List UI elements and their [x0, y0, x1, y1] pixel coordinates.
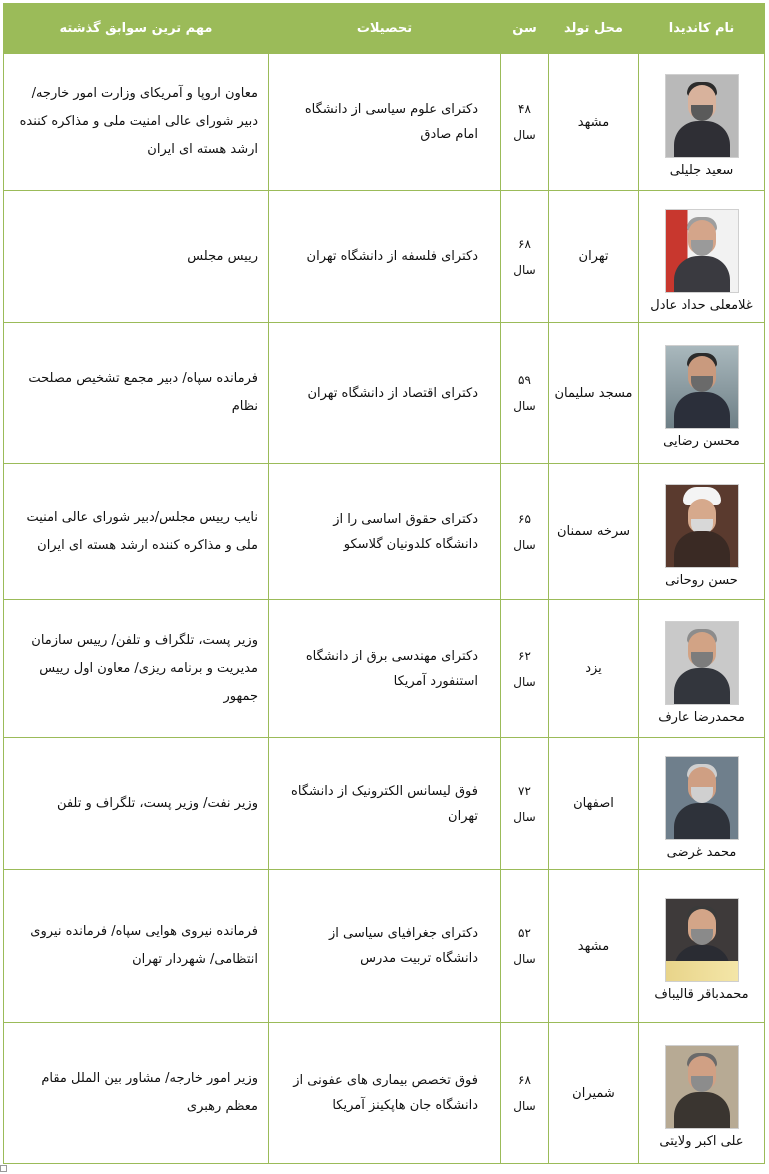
age-cell: [501, 54, 549, 191]
education-cell: دکترای مهندسی برق از دانشگاه استنفورد آمریکا: [269, 600, 501, 738]
age-cell: [501, 738, 549, 870]
birthplace-cell: سرخه سمنان: [549, 464, 639, 600]
table-header-row: [4, 4, 765, 54]
career-cell: رییس مجلس: [4, 191, 269, 323]
age-cell: [501, 870, 549, 1023]
name-cell: [639, 870, 765, 1023]
portrait-icon: [665, 756, 739, 840]
candidate-name: علی اکبر ولایتی: [659, 1134, 744, 1149]
portrait-icon: [665, 74, 739, 158]
corner-marker: [0, 1165, 7, 1172]
education-cell: دکترای حقوق اساسی را از دانشگاه کلدونیان گلاسکو: [269, 464, 501, 600]
table-row: [4, 1023, 765, 1164]
career-cell: وزیر نفت/ وزیر پست، تلگراف و تلفن: [4, 738, 269, 870]
birthplace-cell: اصفهان: [549, 738, 639, 870]
education-cell: دکترای اقتصاد از دانشگاه تهران: [269, 323, 501, 464]
candidate-name: محسن رضایی: [663, 434, 740, 449]
age-cell: [501, 600, 549, 738]
header-career: مهم ترین سوابق گذشته: [4, 4, 269, 54]
education-cell: دکترای علوم سیاسی از دانشگاه امام صادق: [269, 54, 501, 191]
age-unit: سال: [513, 952, 536, 966]
birthplace-cell: مشهد: [549, 870, 639, 1023]
age-unit: سال: [513, 128, 536, 142]
table-row: [4, 54, 765, 191]
table-row: [4, 870, 765, 1023]
header-birthplace: محل تولد: [549, 4, 639, 54]
name-cell: [639, 323, 765, 464]
career-cell: وزیر امور خارجه/ مشاور بین الملل مقام معظم رهبری: [4, 1023, 269, 1164]
age-unit: سال: [513, 1099, 536, 1113]
candidate-name: غلامعلی حداد عادل: [650, 297, 753, 313]
name-cell: [639, 1023, 765, 1164]
candidate-name: محمد غرضی: [666, 844, 737, 860]
portrait-icon: [665, 898, 739, 982]
age-unit: سال: [513, 399, 536, 413]
age-unit: سال: [513, 262, 536, 277]
age-number: ۶۲: [518, 648, 531, 663]
name-cell: [639, 600, 765, 738]
portrait-icon: [665, 484, 739, 568]
age-number: ۵۹: [518, 373, 531, 387]
age-cell: [501, 1023, 549, 1164]
age-number: ۶۸: [518, 236, 531, 251]
portrait-icon: [665, 621, 739, 705]
candidates-table: [3, 3, 765, 1164]
birthplace-cell: مسجد سلیمان: [549, 323, 639, 464]
table-row: [4, 323, 765, 464]
age-number: ۷۲: [518, 783, 531, 798]
education-cell: دکترای فلسفه از دانشگاه تهران: [269, 191, 501, 323]
header-name: نام کاندیدا: [639, 4, 765, 54]
header-education: تحصیلات: [269, 4, 501, 54]
header-age: سن: [501, 4, 549, 54]
table-row: [4, 464, 765, 600]
name-cell: [639, 54, 765, 191]
career-cell: فرمانده سپاه/ دبیر مجمع تشخیص مصلحت نظام: [4, 323, 269, 464]
table-row: [4, 600, 765, 738]
name-cell: [639, 464, 765, 600]
age-cell: [501, 464, 549, 600]
career-cell: فرمانده نیروی هوایی سپاه/ فرمانده نیروی انتظامی/ شهردار تهران: [4, 870, 269, 1023]
education-cell: دکترای جغرافیای سیاسی از دانشگاه تربیت مدرس: [269, 870, 501, 1023]
table-row: [4, 191, 765, 323]
education-cell: فوق لیسانس الکترونیک از دانشگاه تهران: [269, 738, 501, 870]
candidate-name: محمدرضا عارف: [658, 709, 745, 725]
age-unit: سال: [513, 537, 536, 552]
candidate-name: سعید جلیلی: [669, 163, 734, 178]
portrait-icon: [665, 345, 739, 429]
career-cell: نایب رییس مجلس/دبیر شورای عالی امنیت ملی و مذاکره کننده ارشد هسته ای ایران: [4, 464, 269, 600]
portrait-icon: [665, 1045, 739, 1129]
age-cell: [501, 323, 549, 464]
career-cell: معاون اروپا و آمریکای وزارت امور خارجه/ دبیر شورای عالی امنیت ملی و مذاکره کننده ارشد هسته ای ایران: [4, 54, 269, 191]
age-number: ۶۸: [518, 1073, 531, 1087]
candidate-name: حسن روحانی: [665, 572, 738, 588]
portrait-icon: [665, 209, 739, 293]
birthplace-cell: مشهد: [549, 54, 639, 191]
age-number: ۶۵: [518, 511, 531, 526]
candidate-name: محمدباقر قالیباف: [654, 987, 749, 1002]
name-cell: [639, 191, 765, 323]
education-cell: فوق تخصص بیماری های عفونی از دانشگاه جان هاپکینز آمریکا: [269, 1023, 501, 1164]
birthplace-cell: تهران: [549, 191, 639, 323]
age-number: ۵۲: [518, 926, 531, 940]
age-number: ۴۸: [518, 102, 531, 116]
career-cell: وزیر پست، تلگراف و تلفن/ رییس سازمان مدیریت و برنامه ریزی/ معاون اول رییس جمهور: [4, 600, 269, 738]
age-unit: سال: [513, 809, 536, 824]
birthplace-cell: شمیران: [549, 1023, 639, 1164]
age-unit: سال: [513, 674, 536, 689]
age-cell: [501, 191, 549, 323]
table-row: [4, 738, 765, 870]
name-cell: [639, 738, 765, 870]
birthplace-cell: یزد: [549, 600, 639, 738]
